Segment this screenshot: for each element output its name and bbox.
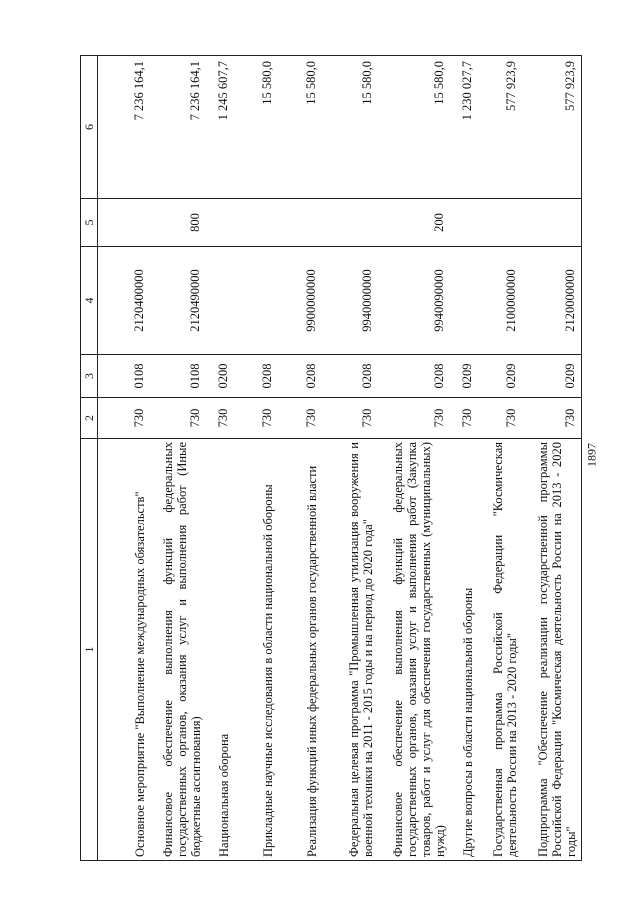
header-col-5: 5 — [81, 199, 98, 247]
row-name: Другие вопросы в области национальной обороны — [450, 439, 478, 861]
row-rz: 0200 — [206, 355, 234, 398]
table-row — [378, 56, 450, 861]
row-name: Основное мероприятие "Выполнение международных обязательств" — [98, 439, 150, 861]
row-csr: 2120000000 — [522, 247, 582, 355]
row-vr — [98, 199, 150, 247]
header-col-4: 4 — [81, 247, 98, 355]
table-row — [206, 56, 234, 861]
row-csr: 2120400000 — [98, 247, 150, 355]
row-name: Финансовое обеспечение выполнения функций федеральных государственных органов, оказания услуг и выполнения работ (Иные бюджетные ассигнования) — [150, 439, 206, 861]
header-col-3: 3 — [81, 355, 98, 398]
row-gr: 730 — [450, 398, 478, 439]
row-vr: 800 — [150, 199, 206, 247]
page-number: 1897 — [584, 443, 599, 467]
row-sum: 15 580,0 — [234, 56, 278, 199]
header-col-2: 2 — [81, 398, 98, 439]
row-csr — [206, 247, 234, 355]
row-name: Финансовое обеспечение выполнения функций федеральных государственных органов, оказания услуг и выполнения работ (Закупка товаров, работ и услуг для обеспечения государственных (муниципальных) нужд) — [378, 439, 450, 861]
row-gr: 730 — [98, 398, 150, 439]
row-csr: 2100000000 — [478, 247, 522, 355]
row-csr: 9940000000 — [322, 247, 378, 355]
row-rz: 0209 — [522, 355, 582, 398]
row-name: Федеральная целевая программа "Промышленная утилизация вооружения и военной техники на 2011 - 2015 годы и на период до 2020 года" — [322, 439, 378, 861]
table-row — [278, 56, 322, 861]
row-csr — [450, 247, 478, 355]
row-vr — [478, 199, 522, 247]
row-vr — [278, 199, 322, 247]
row-sum: 15 580,0 — [278, 56, 322, 199]
row-vr — [450, 199, 478, 247]
table-row — [150, 56, 206, 861]
row-gr: 730 — [478, 398, 522, 439]
row-sum: 1 230 027,7 — [450, 56, 478, 199]
row-gr: 730 — [150, 398, 206, 439]
row-name: Государственная программа Российской Федерации "Космическая деятельность России на 2013 - 2020 годы" — [478, 439, 522, 861]
row-csr: 9940090000 — [378, 247, 450, 355]
row-sum: 15 580,0 — [322, 56, 378, 199]
table-row — [450, 56, 478, 861]
table-header-row — [81, 56, 98, 861]
row-gr: 730 — [378, 398, 450, 439]
row-name: Национальная оборона — [206, 439, 234, 861]
row-sum: 577 923,9 — [522, 56, 582, 199]
row-name: Прикладные научные исследования в области национальной обороны — [234, 439, 278, 861]
row-vr — [522, 199, 582, 247]
row-csr: 2120490000 — [150, 247, 206, 355]
row-csr: 9900000000 — [278, 247, 322, 355]
row-sum: 7 236 164,1 — [98, 56, 150, 199]
table-row — [234, 56, 278, 861]
row-rz: 0108 — [98, 355, 150, 398]
table-row — [478, 56, 522, 861]
row-gr: 730 — [206, 398, 234, 439]
row-rz: 0208 — [234, 355, 278, 398]
row-gr: 730 — [278, 398, 322, 439]
row-sum: 7 236 164,1 — [150, 56, 206, 199]
row-vr — [322, 199, 378, 247]
row-rz: 0208 — [322, 355, 378, 398]
row-gr: 730 — [322, 398, 378, 439]
row-vr — [234, 199, 278, 247]
row-vr — [206, 199, 234, 247]
row-rz: 0208 — [278, 355, 322, 398]
header-col-1: 1 — [81, 439, 98, 861]
row-rz: 0209 — [450, 355, 478, 398]
row-name: Подпрограмма "Обеспечение реализации государственной программы Российской Федерации "Космическая деятельность России на 2013 - 2020 годы" — [522, 439, 582, 861]
row-name: Реализация функций иных федеральных органов государственной власти — [278, 439, 322, 861]
table-row — [98, 56, 150, 861]
row-gr: 730 — [234, 398, 278, 439]
row-vr: 200 — [378, 199, 450, 247]
row-sum: 577 923,9 — [478, 56, 522, 199]
row-csr — [234, 247, 278, 355]
row-sum: 15 580,0 — [378, 56, 450, 199]
row-rz: 0108 — [150, 355, 206, 398]
rotated-table-container — [80, 56, 600, 861]
row-sum: 1 245 607,7 — [206, 56, 234, 199]
table-row — [522, 56, 582, 861]
row-gr: 730 — [522, 398, 582, 439]
budget-table — [80, 55, 582, 861]
header-col-6: 6 — [81, 56, 98, 199]
row-rz: 0209 — [478, 355, 522, 398]
row-rz: 0208 — [378, 355, 450, 398]
table-row — [322, 56, 378, 861]
